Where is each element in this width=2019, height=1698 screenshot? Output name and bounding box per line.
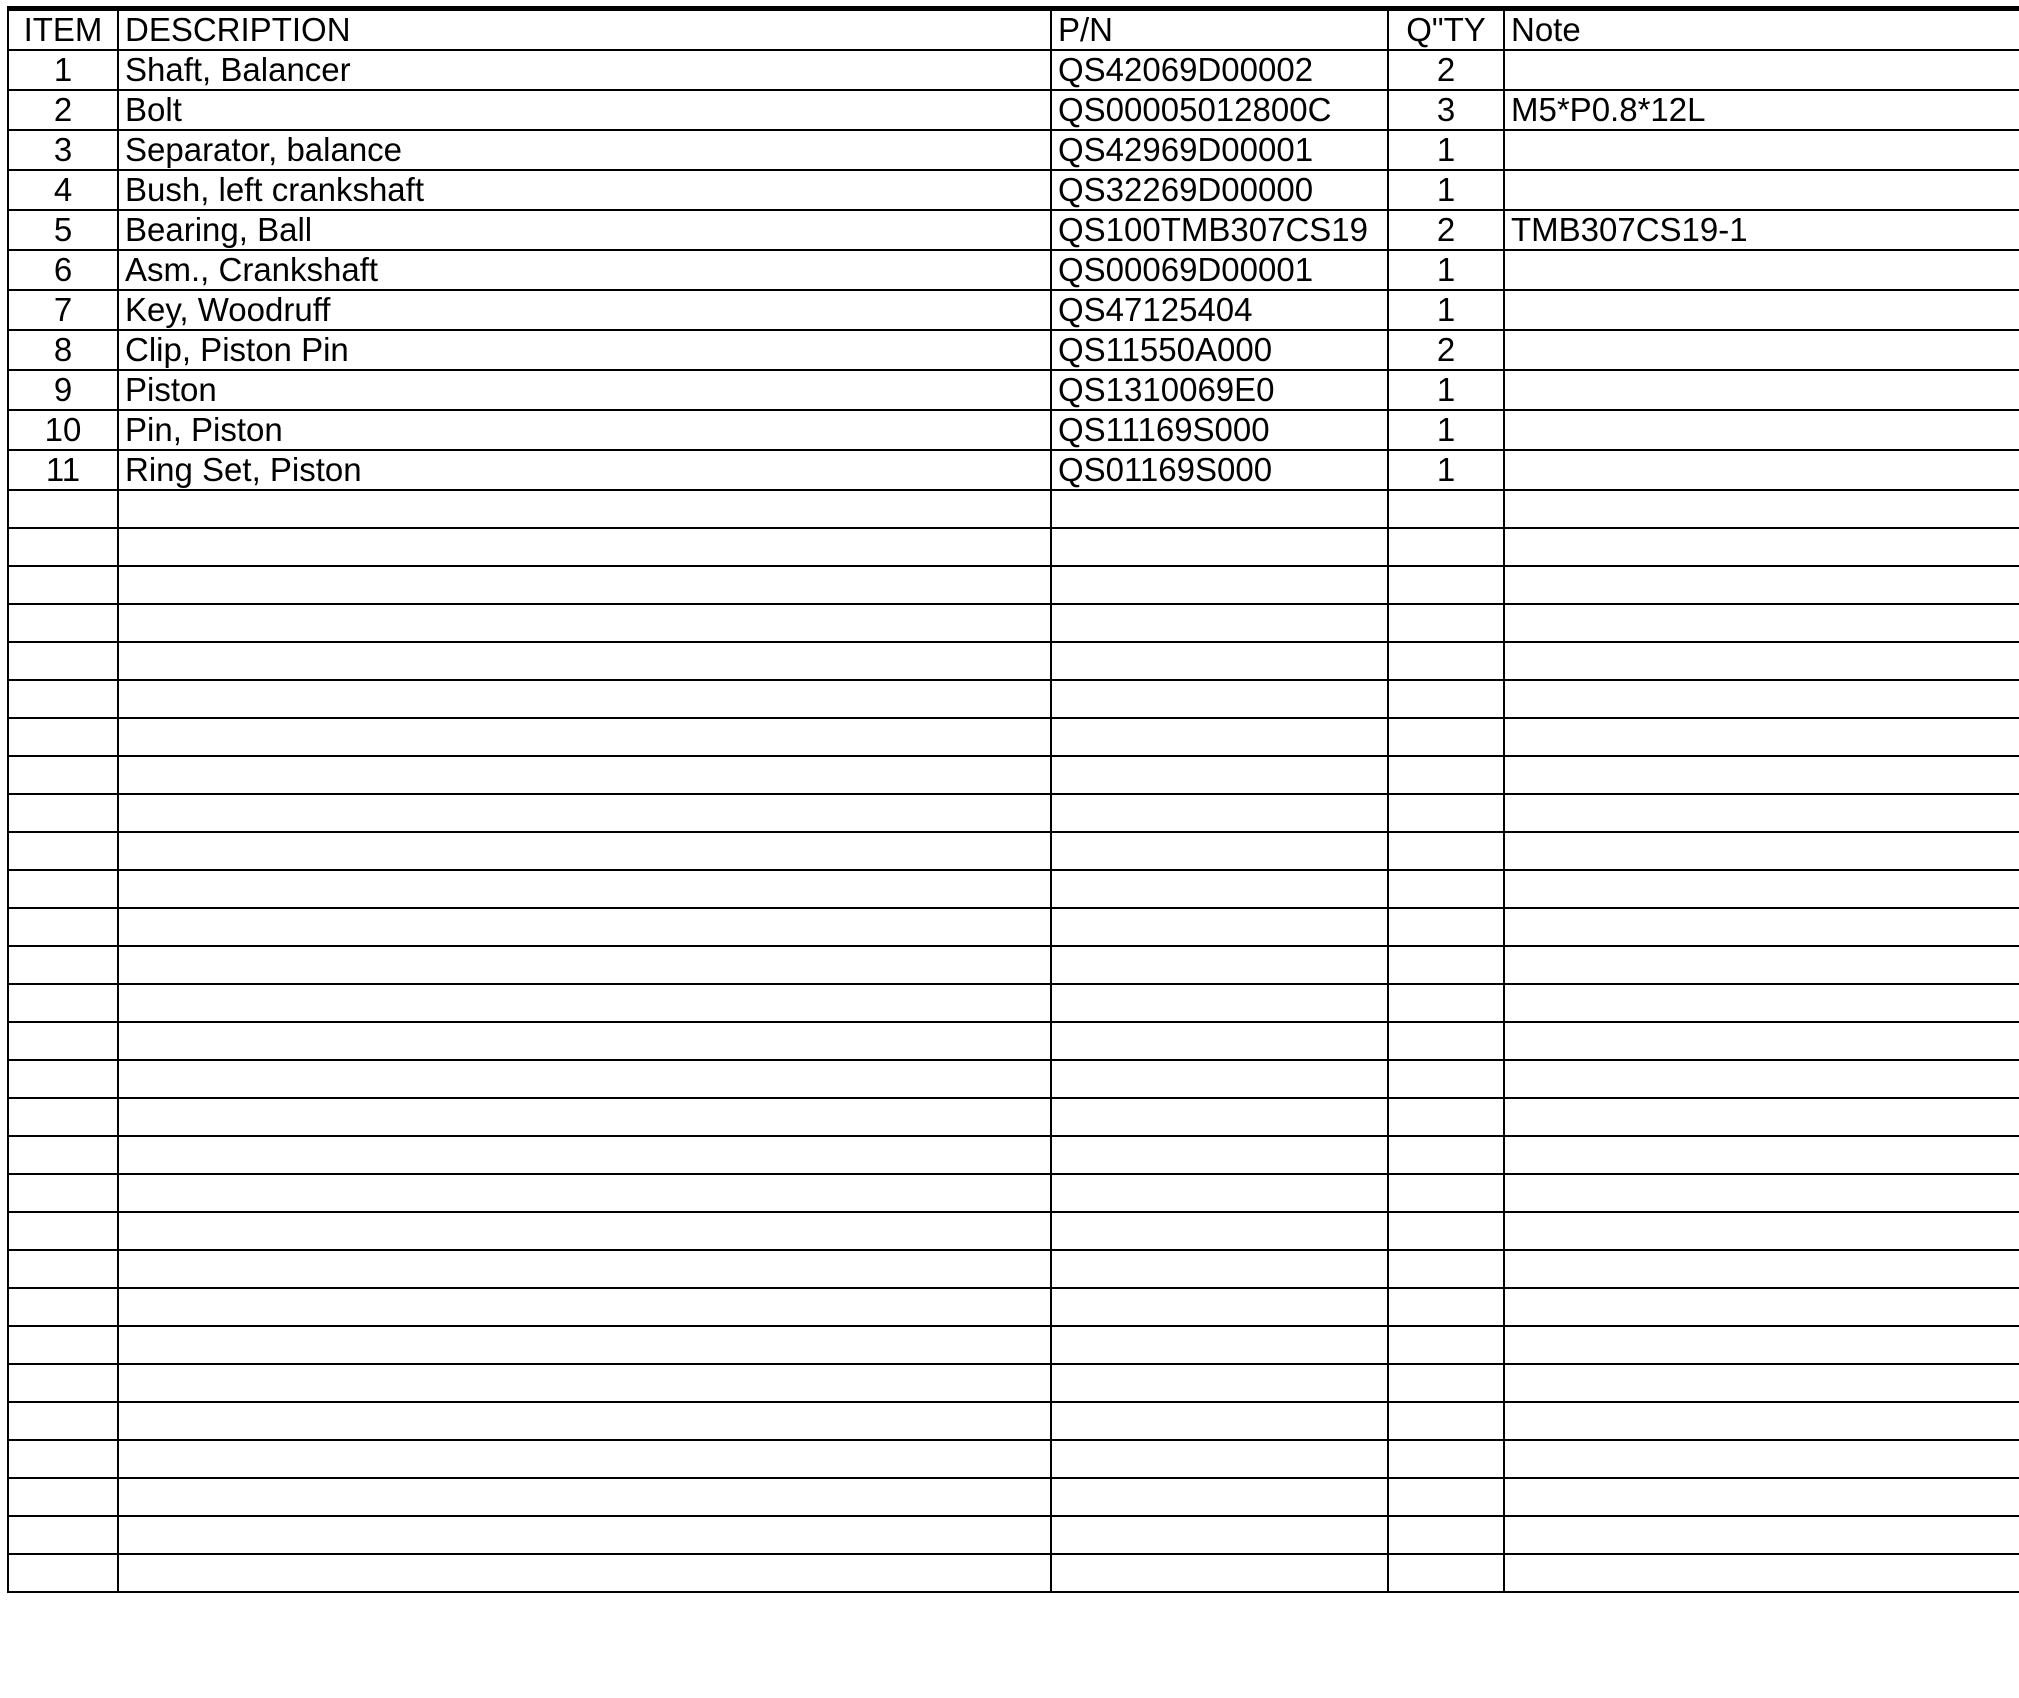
cell-part-number (1051, 946, 1388, 984)
cell-note (1504, 450, 2019, 490)
cell-description (118, 1402, 1051, 1440)
cell-description (118, 1212, 1051, 1250)
cell-item: 7 (8, 290, 118, 330)
cell-description (118, 1478, 1051, 1516)
cell-item (8, 490, 118, 528)
table-row (8, 210, 2019, 250)
cell-part-number (1051, 1212, 1388, 1250)
cell-description (118, 680, 1051, 718)
cell-quantity (1388, 908, 1504, 946)
cell-note (1504, 1250, 2019, 1288)
cell-part-number (1051, 870, 1388, 908)
cell-quantity (1388, 1478, 1504, 1516)
cell-description (118, 1364, 1051, 1402)
cell-description (118, 1326, 1051, 1364)
cell-description (118, 1174, 1051, 1212)
cell-part-number (1051, 1288, 1388, 1326)
cell-quantity (1388, 756, 1504, 794)
cell-note (1504, 1402, 2019, 1440)
empty-row (8, 1478, 2019, 1516)
cell-item: 6 (8, 250, 118, 290)
cell-quantity (1388, 1022, 1504, 1060)
cell-note (1504, 1212, 2019, 1250)
cell-item (8, 1478, 118, 1516)
cell-part-number (1051, 1402, 1388, 1440)
cell-note (1504, 490, 2019, 528)
cell-description (118, 1250, 1051, 1288)
cell-part-number (1051, 642, 1388, 680)
cell-item (8, 1402, 118, 1440)
table-row (8, 330, 2019, 370)
empty-row (8, 1098, 2019, 1136)
cell-description: Asm., Crankshaft (118, 250, 1051, 290)
cell-part-number (1051, 1440, 1388, 1478)
table-row (8, 370, 2019, 410)
empty-row (8, 1402, 2019, 1440)
cell-item (8, 1136, 118, 1174)
cell-part-number (1051, 832, 1388, 870)
cell-quantity (1388, 1212, 1504, 1250)
cell-quantity: 1 (1388, 130, 1504, 170)
cell-quantity (1388, 1174, 1504, 1212)
cell-description: Piston (118, 370, 1051, 410)
empty-row (8, 756, 2019, 794)
table-body (8, 50, 2019, 1592)
cell-note (1504, 642, 2019, 680)
cell-quantity (1388, 1250, 1504, 1288)
cell-part-number (1051, 984, 1388, 1022)
cell-note (1504, 756, 2019, 794)
cell-part-number (1051, 604, 1388, 642)
empty-row (8, 1174, 2019, 1212)
cell-part-number (1051, 1098, 1388, 1136)
cell-note (1504, 566, 2019, 604)
cell-note (1504, 1326, 2019, 1364)
cell-quantity: 2 (1388, 210, 1504, 250)
empty-row (8, 1136, 2019, 1174)
empty-row (8, 490, 2019, 528)
cell-quantity: 1 (1388, 410, 1504, 450)
cell-description: Bolt (118, 90, 1051, 130)
header-quantity: Q"TY (1388, 9, 1504, 51)
cell-quantity (1388, 1554, 1504, 1592)
cell-part-number (1051, 1364, 1388, 1402)
cell-item (8, 832, 118, 870)
cell-item (8, 984, 118, 1022)
cell-item (8, 1326, 118, 1364)
empty-row (8, 946, 2019, 984)
cell-note (1504, 870, 2019, 908)
cell-quantity (1388, 1516, 1504, 1554)
cell-note (1504, 130, 2019, 170)
cell-description (118, 1516, 1051, 1554)
cell-item: 4 (8, 170, 118, 210)
cell-part-number: QS11550A000 (1051, 330, 1388, 370)
cell-item: 1 (8, 50, 118, 90)
cell-note (1504, 250, 2019, 290)
cell-item: 11 (8, 450, 118, 490)
cell-note (1504, 1022, 2019, 1060)
cell-part-number (1051, 1022, 1388, 1060)
cell-note (1504, 410, 2019, 450)
cell-item (8, 718, 118, 756)
cell-part-number: QS00005012800C (1051, 90, 1388, 130)
cell-note (1504, 908, 2019, 946)
empty-row (8, 528, 2019, 566)
cell-description (118, 1022, 1051, 1060)
cell-part-number: QS01169S000 (1051, 450, 1388, 490)
cell-part-number: QS100TMB307CS19 (1051, 210, 1388, 250)
cell-part-number: QS32269D00000 (1051, 170, 1388, 210)
table-row (8, 250, 2019, 290)
cell-part-number: QS00069D00001 (1051, 250, 1388, 290)
empty-row (8, 1326, 2019, 1364)
cell-note (1504, 1098, 2019, 1136)
cell-note (1504, 718, 2019, 756)
cell-item (8, 794, 118, 832)
empty-row (8, 1288, 2019, 1326)
cell-description (118, 756, 1051, 794)
cell-note (1504, 170, 2019, 210)
cell-item: 9 (8, 370, 118, 410)
cell-part-number (1051, 1478, 1388, 1516)
table-row (8, 90, 2019, 130)
cell-part-number (1051, 1554, 1388, 1592)
empty-row (8, 870, 2019, 908)
cell-quantity (1388, 680, 1504, 718)
cell-item (8, 1440, 118, 1478)
cell-note (1504, 1554, 2019, 1592)
cell-description (118, 1060, 1051, 1098)
cell-item (8, 1250, 118, 1288)
cell-quantity: 1 (1388, 170, 1504, 210)
header-description: DESCRIPTION (118, 9, 1051, 51)
parts-list-table (7, 6, 2019, 1593)
cell-note (1504, 50, 2019, 90)
cell-part-number: QS42069D00002 (1051, 50, 1388, 90)
cell-note (1504, 330, 2019, 370)
empty-row (8, 908, 2019, 946)
cell-part-number (1051, 566, 1388, 604)
cell-quantity: 1 (1388, 250, 1504, 290)
cell-note (1504, 1364, 2019, 1402)
cell-note (1504, 1060, 2019, 1098)
cell-description (118, 1554, 1051, 1592)
cell-description (118, 604, 1051, 642)
cell-item (8, 1364, 118, 1402)
cell-description (118, 832, 1051, 870)
cell-part-number (1051, 528, 1388, 566)
cell-description (118, 946, 1051, 984)
cell-note (1504, 1440, 2019, 1478)
cell-description (118, 984, 1051, 1022)
cell-note (1504, 946, 2019, 984)
cell-quantity (1388, 1288, 1504, 1326)
cell-description: Pin, Piston (118, 410, 1051, 450)
cell-quantity (1388, 1402, 1504, 1440)
table-row (8, 450, 2019, 490)
cell-note (1504, 604, 2019, 642)
cell-quantity (1388, 718, 1504, 756)
cell-item: 5 (8, 210, 118, 250)
cell-quantity (1388, 642, 1504, 680)
cell-quantity (1388, 566, 1504, 604)
cell-description: Separator, balance (118, 130, 1051, 170)
cell-description (118, 794, 1051, 832)
cell-part-number (1051, 908, 1388, 946)
cell-part-number (1051, 1174, 1388, 1212)
cell-description (118, 1098, 1051, 1136)
cell-item (8, 1288, 118, 1326)
empty-row (8, 1022, 2019, 1060)
cell-quantity: 1 (1388, 450, 1504, 490)
empty-row (8, 1516, 2019, 1554)
cell-quantity (1388, 946, 1504, 984)
empty-row (8, 604, 2019, 642)
cell-item (8, 604, 118, 642)
cell-part-number: QS11169S000 (1051, 410, 1388, 450)
cell-description (118, 566, 1051, 604)
cell-note (1504, 370, 2019, 410)
cell-item: 3 (8, 130, 118, 170)
cell-note (1504, 984, 2019, 1022)
cell-part-number: QS42969D00001 (1051, 130, 1388, 170)
cell-item (8, 642, 118, 680)
cell-note: TMB307CS19-1 (1504, 210, 2019, 250)
cell-quantity (1388, 984, 1504, 1022)
cell-note (1504, 1174, 2019, 1212)
empty-row (8, 718, 2019, 756)
cell-part-number (1051, 490, 1388, 528)
table-row (8, 170, 2019, 210)
table-row (8, 130, 2019, 170)
cell-quantity (1388, 794, 1504, 832)
cell-description (118, 490, 1051, 528)
cell-quantity (1388, 1440, 1504, 1478)
cell-note (1504, 680, 2019, 718)
cell-quantity (1388, 1326, 1504, 1364)
empty-row (8, 1250, 2019, 1288)
cell-item (8, 908, 118, 946)
cell-quantity (1388, 1364, 1504, 1402)
cell-item (8, 1060, 118, 1098)
table-row (8, 410, 2019, 450)
cell-item (8, 528, 118, 566)
cell-part-number (1051, 1136, 1388, 1174)
cell-note (1504, 1136, 2019, 1174)
cell-note (1504, 1288, 2019, 1326)
empty-row (8, 1212, 2019, 1250)
empty-row (8, 984, 2019, 1022)
empty-row (8, 794, 2019, 832)
cell-item (8, 1212, 118, 1250)
cell-item (8, 1554, 118, 1592)
cell-item (8, 1098, 118, 1136)
cell-description: Bush, left crankshaft (118, 170, 1051, 210)
cell-part-number (1051, 1516, 1388, 1554)
cell-note (1504, 528, 2019, 566)
header-item: ITEM (8, 9, 118, 51)
cell-item (8, 566, 118, 604)
cell-part-number (1051, 718, 1388, 756)
cell-description (118, 1288, 1051, 1326)
header-row (8, 9, 2019, 51)
cell-quantity (1388, 870, 1504, 908)
cell-quantity (1388, 1098, 1504, 1136)
cell-part-number (1051, 680, 1388, 718)
cell-description (118, 870, 1051, 908)
empty-row (8, 1440, 2019, 1478)
cell-quantity (1388, 1136, 1504, 1174)
empty-row (8, 1364, 2019, 1402)
cell-description: Clip, Piston Pin (118, 330, 1051, 370)
cell-description: Bearing, Ball (118, 210, 1051, 250)
cell-item: 10 (8, 410, 118, 450)
cell-description: Ring Set, Piston (118, 450, 1051, 490)
table-row (8, 50, 2019, 90)
empty-row (8, 1554, 2019, 1592)
empty-row (8, 1060, 2019, 1098)
cell-description: Key, Woodruff (118, 290, 1051, 330)
cell-note (1504, 1516, 2019, 1554)
empty-row (8, 680, 2019, 718)
cell-quantity: 1 (1388, 290, 1504, 330)
cell-quantity (1388, 832, 1504, 870)
cell-description (118, 908, 1051, 946)
header-part-number: P/N (1051, 9, 1388, 51)
cell-quantity: 3 (1388, 90, 1504, 130)
cell-quantity: 1 (1388, 370, 1504, 410)
cell-quantity (1388, 604, 1504, 642)
cell-item (8, 680, 118, 718)
cell-note (1504, 832, 2019, 870)
cell-note (1504, 290, 2019, 330)
cell-item (8, 870, 118, 908)
cell-item: 2 (8, 90, 118, 130)
cell-description (118, 718, 1051, 756)
cell-item (8, 1516, 118, 1554)
cell-part-number: QS47125404 (1051, 290, 1388, 330)
cell-item: 8 (8, 330, 118, 370)
cell-quantity (1388, 1060, 1504, 1098)
cell-part-number (1051, 1326, 1388, 1364)
header-note: Note (1504, 9, 2019, 51)
cell-quantity: 2 (1388, 50, 1504, 90)
cell-item (8, 1022, 118, 1060)
cell-description (118, 1136, 1051, 1174)
cell-item (8, 946, 118, 984)
cell-note (1504, 794, 2019, 832)
cell-item (8, 1174, 118, 1212)
cell-description (118, 528, 1051, 566)
cell-part-number (1051, 1250, 1388, 1288)
cell-quantity (1388, 490, 1504, 528)
empty-row (8, 566, 2019, 604)
cell-description: Shaft, Balancer (118, 50, 1051, 90)
cell-quantity (1388, 528, 1504, 566)
cell-part-number (1051, 1060, 1388, 1098)
cell-note (1504, 1478, 2019, 1516)
cell-quantity: 2 (1388, 330, 1504, 370)
table-row (8, 290, 2019, 330)
cell-part-number: QS1310069E0 (1051, 370, 1388, 410)
cell-item (8, 756, 118, 794)
cell-description (118, 1440, 1051, 1478)
empty-row (8, 832, 2019, 870)
cell-description (118, 642, 1051, 680)
cell-part-number (1051, 756, 1388, 794)
empty-row (8, 642, 2019, 680)
cell-part-number (1051, 794, 1388, 832)
cell-note: M5*P0.8*12L (1504, 90, 2019, 130)
